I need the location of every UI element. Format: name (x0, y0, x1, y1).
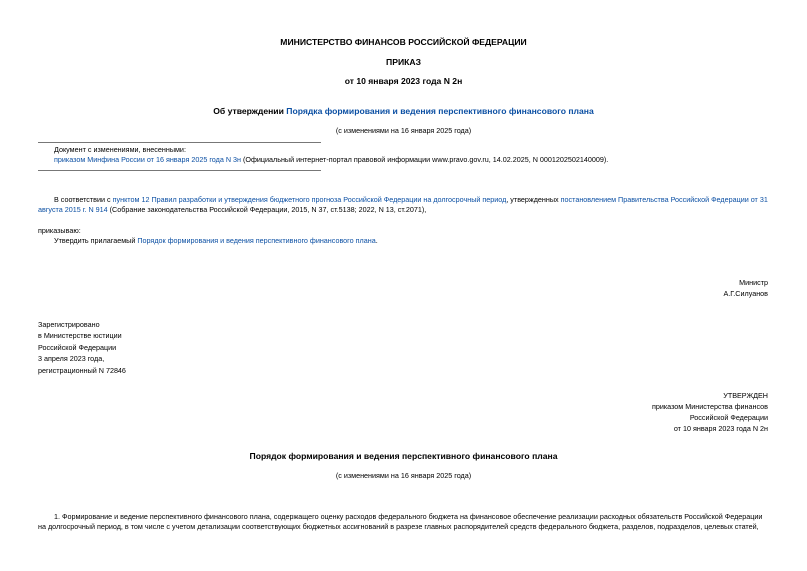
preamble-text: , утвержденных (506, 195, 561, 204)
annex-title: Порядок формирования и ведения перспективного финансового плана (249, 451, 558, 461)
preamble-line-2 (38, 205, 426, 214)
preamble-line-1 (54, 195, 768, 204)
registration-line: в Министерстве юстиции (38, 331, 122, 341)
changes-intro: Документ с изменениями, внесенными: (54, 145, 186, 154)
government-decree-link-cont[interactable]: августа 2015 г. N 914 (38, 205, 108, 214)
changes-link[interactable]: приказом Минфина России от 16 января 2025 года N 3н (54, 155, 241, 164)
approved-stamp-line: УТВЕРЖДЕН (723, 391, 768, 400)
doc-revision: (с изменениями на 16 января 2025 года) (335, 126, 472, 135)
changes-source: (Официальный интернет-портал правовой информации www.pravo.gov.ru, 14.02.2025, N 0001202502140009). (240, 155, 609, 164)
doc-type-heading: ПРИКАЗ (386, 57, 421, 67)
order-word: приказываю: (38, 226, 81, 235)
approve-text: . (375, 236, 378, 245)
signature-position: Министр (739, 278, 768, 287)
approved-stamp-line: Российской Федерации (689, 413, 768, 422)
approve-line (54, 236, 378, 245)
doc-title (0, 106, 807, 116)
ministry-heading: МИНИСТЕРСТВО ФИНАНСОВ РОССИЙСКОЙ ФЕДЕРАЦИИ (280, 37, 527, 47)
signature-name: А.Г.Силуанов (723, 289, 768, 298)
doc-title-prefix: Об утверждении (213, 106, 287, 116)
preamble-source: (Собрание законодательства Российской Федерации, 2015, N 37, ст.5138; 2022, N 13, ст.2071), (107, 205, 427, 214)
preamble-text: В соответствии с (54, 195, 113, 204)
annex-paragraph-line-2: на долгосрочный период, в том числе с учетом детализации соответствующих бюджетных ассигнований в разрезе главных распорядителей средств федерального бюджета, разделов, подразделов, целевых статей, (38, 522, 759, 531)
approved-stamp-line: приказом Министерства финансов (651, 402, 768, 411)
doc-title-link[interactable]: Порядка формирования и ведения перспективного финансового плана (286, 106, 594, 116)
annex-paragraph-line-1: 1. Формирование и ведение перспективного финансового плана, содержащего оценку расходов федерального бюджета на финансовое обеспечение реализации расходных обязательств Российской Федерации (54, 512, 763, 521)
procedure-link[interactable]: Порядок формирования и ведения перспективного финансового плана (137, 236, 376, 245)
changes-line (54, 155, 608, 164)
registration-line: Российской Федерации (38, 342, 117, 352)
rules-point-link[interactable]: пунктом 12 Правил разработки и утверждения бюджетного прогноза Российской Федерации на долгосрочный период (112, 195, 507, 204)
registration-line: Зарегистрировано (38, 320, 100, 329)
registration-line: регистрационный N 72846 (38, 365, 126, 375)
changes-bottom-rule (38, 170, 321, 171)
approved-stamp-line: от 10 января 2023 года N 2н (673, 424, 768, 433)
government-decree-link[interactable]: постановлением Правительства Российской Федерации от 31 (560, 195, 768, 204)
approve-text: Утвердить прилагаемый (54, 236, 138, 245)
annex-revision: (с изменениями на 16 января 2025 года) (335, 471, 472, 480)
registration-line: 3 апреля 2023 года, (38, 354, 105, 364)
changes-top-rule (38, 142, 321, 143)
registration-block (38, 319, 126, 376)
doc-date-number: от 10 января 2023 года N 2н (344, 76, 463, 86)
